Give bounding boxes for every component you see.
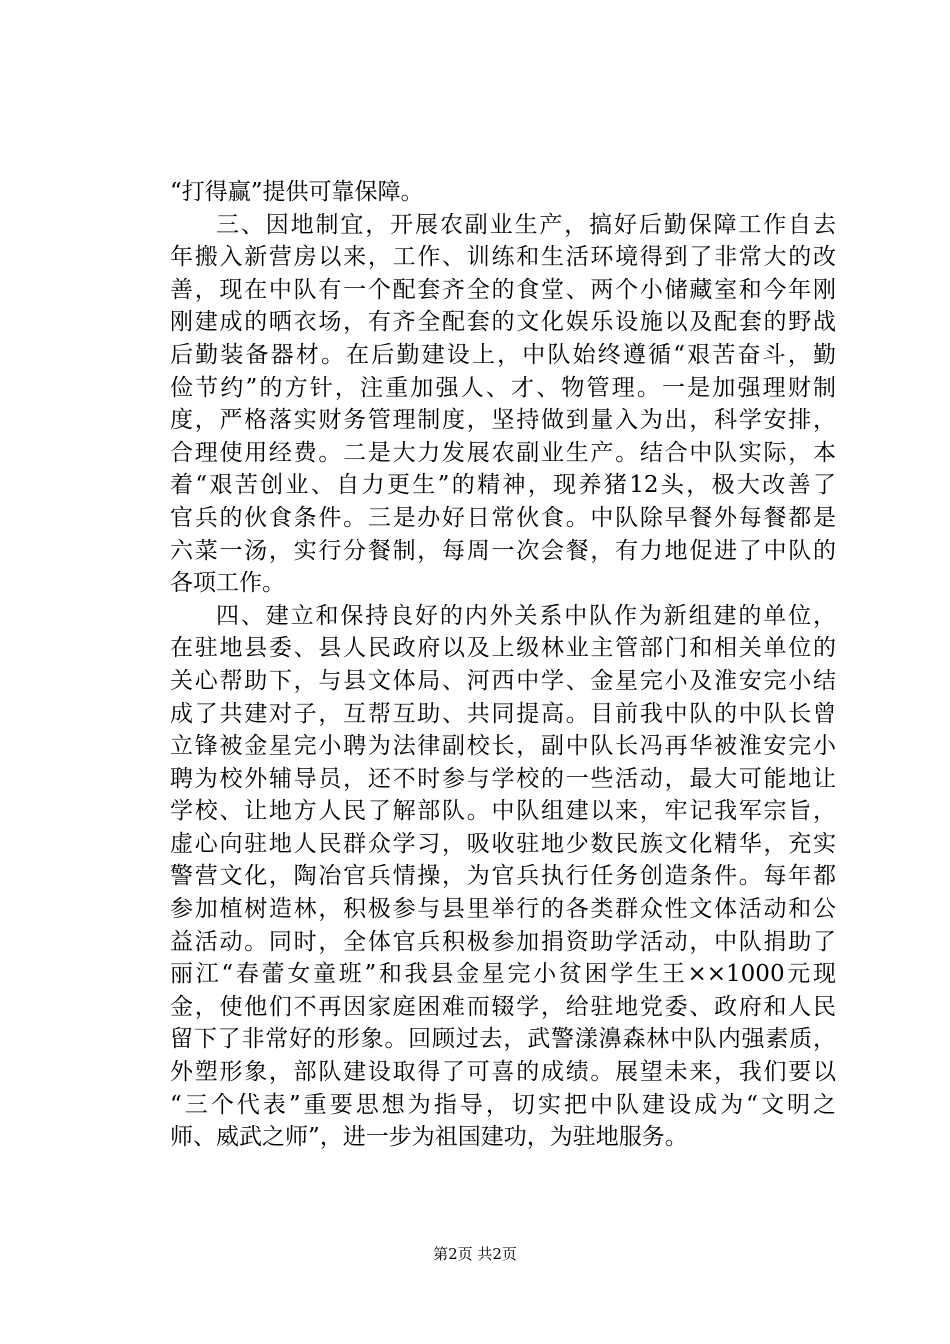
text-line: 参加植树造林，积极参与县里举行的各类群众性文体活动和公 <box>170 896 836 923</box>
text-line: 刚建成的晒衣场，有齐全配套的文化娱乐设施以及配套的野战 <box>170 309 836 336</box>
text-line: 度，严格落实财务管理制度，坚持做到量入为出，科学安排， <box>170 407 836 434</box>
text-line: 年搬入新营房以来，工作、训练和生活环境得到了非常大的改 <box>170 244 836 271</box>
body-text <box>170 176 836 1154</box>
page-footer: 第2页 共2页 <box>433 1245 517 1263</box>
text-line: 学校、让地方人民了解部队。中队组建以来，牢记我军宗旨， <box>170 798 836 825</box>
text-line: 虚心向驻地人民群众学习，吸收驻地少数民族文化精华，充实 <box>170 830 836 857</box>
text-line: 警营文化，陶冶官兵情操，为官兵执行任务创造条件。每年都 <box>170 863 836 890</box>
text-line: 益活动。同时，全体官兵积极参加捐资助学活动，中队捐助了 <box>170 928 836 955</box>
text-line: 丽江“春蕾女童班”和我县金星完小贫困学生王××1000元现 <box>170 961 836 988</box>
text-line: 四、建立和保持良好的内外关系中队作为新组建的单位， <box>216 602 836 629</box>
text-line: 聘为校外辅导员，还不时参与学校的一些活动，最大可能地让 <box>170 765 836 792</box>
text-line: 师、威武之师”，进一步为祖国建功，为驻地服务。 <box>170 1124 688 1151</box>
text-line: “三个代表”重要思想为指导，切实把中队建设成为“文明之 <box>170 1091 836 1118</box>
text-line: 金，使他们不再因家庭困难而辍学，给驻地党委、政府和人民 <box>170 993 836 1020</box>
text-line: 善，现在中队有一个配套齐全的食堂、两个小储藏室和今年刚 <box>170 276 836 303</box>
text-line: 关心帮助下，与县文体局、河西中学、金星完小及淮安完小结 <box>170 667 836 694</box>
text-line: 留下了非常好的形象。回顾过去，武警漾濞森林中队内强素质， <box>170 1026 836 1053</box>
text-line: 后勤装备器材。在后勤建设上，中队始终遵循“艰苦奋斗，勤 <box>170 341 836 368</box>
text-line: 立锋被金星完小聘为法律副校长，副中队长冯再华被淮安完小 <box>170 733 836 760</box>
text-line: 成了共建对子，互帮互助、共同提高。目前我中队的中队长曾 <box>170 700 836 727</box>
text-line: 六菜一汤，实行分餐制，每周一次会餐，有力地促进了中队的 <box>170 537 836 564</box>
text-line: 在驻地县委、县人民政府以及上级林业主管部门和相关单位的 <box>170 635 836 662</box>
text-line: 俭节约”的方针，注重加强人、才、物管理。一是加强理财制 <box>170 374 836 401</box>
text-line: “打得赢”提供可靠保障。 <box>170 179 424 205</box>
text-line: 合理使用经费。二是大力发展农副业生产。结合中队实际，本 <box>170 439 836 466</box>
text-line: 各项工作。 <box>170 570 285 597</box>
text-line: 着“艰苦创业、自力更生”的精神，现养猪12头，极大改善了 <box>170 472 836 499</box>
text-line: 三、因地制宜，开展农副业生产，搞好后勤保障工作自去 <box>216 211 836 238</box>
text-line: 外塑形象，部队建设取得了可喜的成绩。展望未来，我们要以 <box>170 1059 836 1086</box>
text-line: 官兵的伙食条件。三是办好日常伙食。中队除早餐外每餐都是 <box>170 504 836 531</box>
